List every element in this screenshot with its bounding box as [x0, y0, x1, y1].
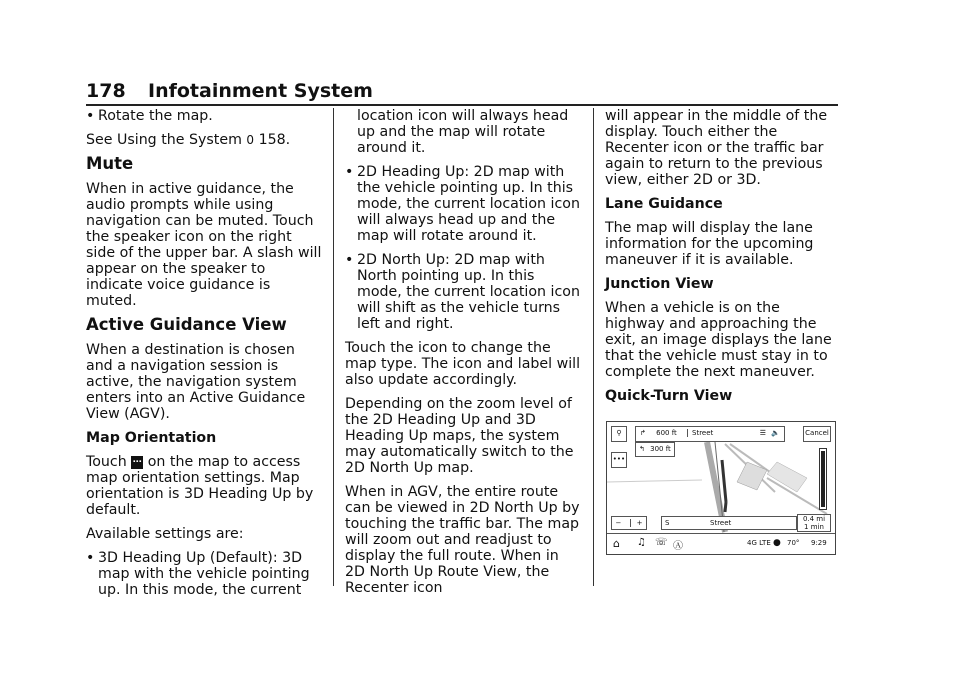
lane-guidance-heading: Lane Guidance [605, 196, 723, 212]
turn-street: Street [687, 429, 713, 437]
cancel-button[interactable]: Cancel [803, 426, 831, 442]
search-icon: ⚲ [616, 429, 622, 437]
agv-paragraph: When a destination is chosen and a navigation session is active, the navigation system enters into an Active Guidance View (AGV). [86, 342, 306, 422]
next-distance: 300 ft [650, 445, 671, 453]
mute-paragraph: When in active guidance, the audio prompts while using navigation can be muted. Touch the speaker icon on the right side of the upper bar. A slash will appear on the speaker to indicate voice guidance is muted. [86, 181, 322, 309]
zoom-out-button[interactable]: − [615, 519, 622, 527]
recenter-continued: will appear in the middle of the display. Touch either the Recenter icon or the traffic bar again to return to the previous view, either 2D or 3D. [605, 108, 828, 188]
apps-icon[interactable]: Ⓐ [673, 541, 683, 552]
page-header [86, 80, 838, 106]
junction-view-heading: Junction View [605, 276, 714, 292]
list-icon[interactable]: ☰ [759, 429, 766, 437]
reference-arrow-icon: 0 [246, 133, 255, 147]
next-turn-bar [635, 442, 675, 457]
column-1 [86, 108, 322, 606]
lane-guidance-paragraph: The map will display the lane information for the upcoming maneuver if it is available. [605, 220, 814, 268]
bullet-rotate: • Rotate the map. [86, 108, 322, 124]
search-button[interactable] [611, 426, 627, 442]
turn-right-icon: ↱ [640, 429, 646, 437]
zoom-in-button[interactable]: + [630, 519, 643, 527]
page-number: 178 [86, 80, 126, 102]
turn-instruction-bar[interactable] [635, 426, 785, 442]
touch-icon-paragraph: Touch the icon to change the map type. The icon and label will also update accordingly. [345, 340, 581, 388]
bullet-3d-heading: • 3D Heading Up (Default): 3D map with the vehicle pointing up. In this mode, the current [86, 550, 322, 598]
turn-left-icon: ↰ [639, 445, 645, 453]
junction-view-paragraph: When a vehicle is on the highway and approaching the exit, an image displays the lane that the vehicle must stay in to complete the next maneuver. [605, 300, 832, 380]
see-reference [86, 132, 322, 148]
navigation-screen-figure [606, 421, 836, 555]
current-street: Street [710, 519, 732, 527]
current-street-bar[interactable] [661, 516, 797, 530]
compass-direction: S [665, 519, 670, 527]
column-3 [605, 108, 841, 412]
traffic-bar[interactable] [819, 448, 827, 510]
temperature: 70° [787, 539, 800, 547]
music-icon[interactable]: ♫ [637, 537, 646, 548]
mute-heading: Mute [86, 154, 134, 173]
touch-after: on the map to access map orientation settings. Map orientation is 3D Heading Up by default. [86, 454, 314, 518]
eta-box[interactable] [797, 514, 831, 532]
page-title: Infotainment System [148, 80, 373, 102]
agv-route-paragraph: When in AGV, the entire route can be viewed in 2D North Up by touching the traffic bar. The map will zoom out and readjust to display the full route. When in 2D North Up Route View, the Recenter icon [345, 484, 580, 596]
clock: 9:29 [811, 539, 827, 547]
available-settings: Available settings are: [86, 526, 244, 542]
signal-indicator: 4G LTE [747, 539, 771, 547]
traffic-bar-fill [821, 451, 825, 507]
speaker-icon[interactable]: 🔈 [771, 429, 780, 437]
home-icon[interactable]: ⌂ [613, 537, 620, 550]
zoom-controls[interactable] [611, 516, 647, 530]
bullet-2d-north: • 2D North Up: 2D map with North pointing up. In this mode, the current location icon will shift as the vehicle turns left and right. [345, 252, 581, 332]
agv-heading: Active Guidance View [86, 315, 287, 334]
more-options-icon: … [131, 456, 143, 469]
quick-turn-heading: Quick-Turn View [605, 388, 733, 404]
column-2 [345, 108, 581, 604]
eta-time: 1 min [804, 523, 824, 531]
turn-distance: 600 ft [656, 429, 677, 437]
touch-paragraph [86, 454, 322, 518]
map-orientation-heading: Map Orientation [86, 430, 217, 446]
see-page: 158. [258, 132, 291, 148]
column-divider [593, 108, 594, 586]
bullet-2d-heading: • 2D Heading Up: 2D map with the vehicle pointing up. In this mode, the current location icon will always head up and the map will rotate around it. [345, 164, 581, 244]
status-bar [607, 533, 835, 554]
touch-before: Touch [86, 454, 127, 470]
location-pin-icon: ● [773, 538, 781, 548]
zoom-paragraph: Depending on the zoom level of the 2D Heading Up and 3D Heading Up maps, the system may automatically switch to the 2D North Up map. [345, 396, 574, 476]
map-options-button[interactable]: ••• [611, 452, 627, 468]
column-divider [333, 108, 334, 586]
eta-distance: 0.4 mi [802, 515, 826, 523]
bullet-3d-continued: location icon will always head up and the map will rotate around it. [357, 108, 569, 156]
see-text: See Using the System [86, 132, 242, 148]
phone-icon[interactable]: ☏ [655, 537, 668, 548]
